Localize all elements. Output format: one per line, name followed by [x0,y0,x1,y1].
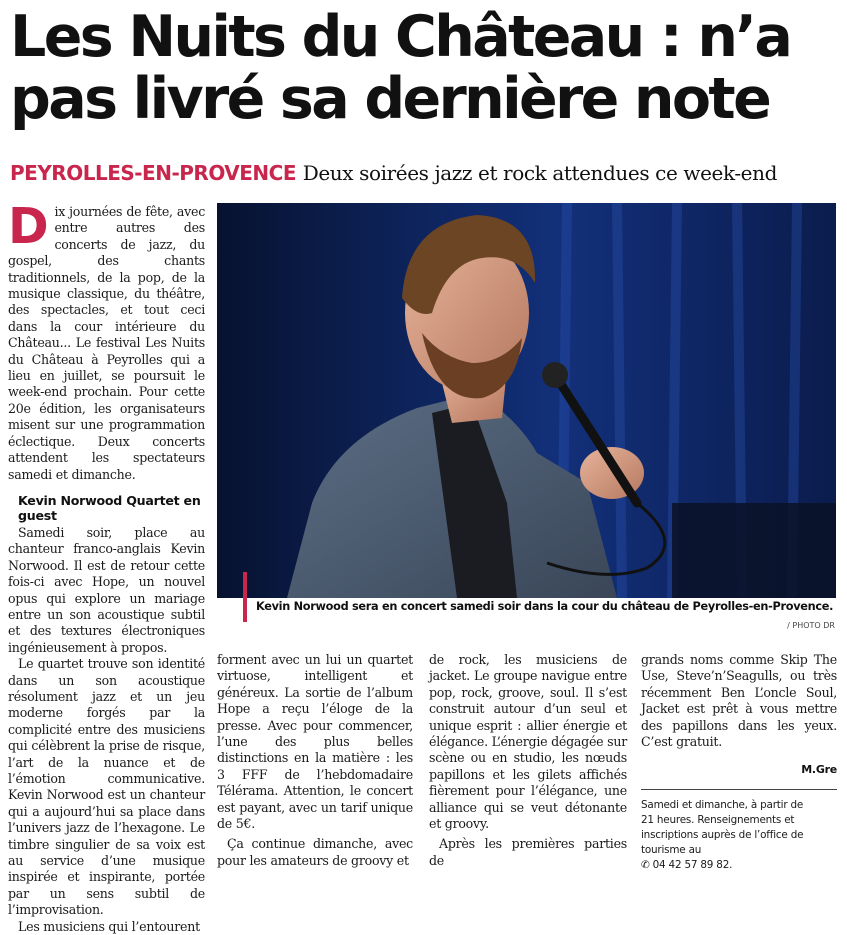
paragraph: Après les premières parties de [429,836,627,868]
info-line: 21 heures. Renseignements et inscriptions auprès de l’office de tourisme au [641,813,804,856]
concert-photo [217,203,836,598]
kicker: Deux soirées jazz et rock attendues ce week-end [302,161,777,185]
info-divider [641,789,837,790]
drop-cap: D [8,198,49,255]
article-column-4 [641,652,837,873]
info-phone [641,858,837,873]
paragraph: Ça continue dimanche, avec pour les amateurs de groovy et [217,836,413,868]
paragraph: forment avec un lui un quartet virtuose, intelligent et généreux. La sortie de l’album Hope a reçu l’éloge de la presse. Avec pour commencer, l’une des plus belles distinctions en la matière : les 3 FFF de l’hebdomadaire Télérama. Attention, le concert est payant, avec un tarif unique de 5€. [217,652,413,832]
headline [10,6,840,130]
headline-line-1: Les Nuits du Château : n’a [10,4,791,70]
caption-accent-bar [243,572,247,622]
paragraph: de rock, les musiciens de jacket. Le groupe navigue entre pop, rock, groove, soul. Il s’est construit autour d’un seul et unique esprit : allier énergie et élégance. L’énergie dégagée sur scène ou en studio, les nœuds papillons et les gilets affichés fièrement pour l’élégance, une alliance qui se veut détonante et groovy. [429,652,627,832]
paragraph: Les musiciens qui l’entourent [18,918,200,934]
paragraph: grands noms comme Skip The Use, Steve’n’Seagulls, ou très récemment Ben L’oncle Soul, Jacket est prêt à vous mettre des papillons dans les yeux. C’est gratuit. [641,652,837,750]
paragraph: Le quartet trouve son identité dans un son acoustique résolument jazz et un jeu moderne forgés par la complicité entre des musiciens qui célèbrent la prise de risque, l’art de la nuance et de l’émotion communicative. Kevin Norwood est un chanteur qui a aujourd’hui sa place dans l’univers jazz de l’hexagone. Le timbre singulier de sa voix est au service d’une musique inspirée et inspirante, portée par un sens subtil de l’improvisation. [8,656,205,918]
location-label: PEYROLLES-EN-PROVENCE [10,161,297,185]
singer-illustration [217,203,836,598]
article-column-3 [429,652,627,869]
phone-icon: ✆ [641,858,653,871]
practical-info [641,798,837,873]
article-column-2 [217,652,413,869]
article-column-1 [8,198,205,935]
subhead [10,160,840,186]
headline-line-2: pas livré sa dernière note [10,66,770,132]
photo-caption: Kevin Norwood sera en concert samedi soir dans la cour du château de Peyrolles-en-Provence. [256,600,834,613]
intertitle: Kevin Norwood Quartet en guest [18,492,201,523]
info-line: Samedi et dimanche, à partir de [641,798,804,811]
phone-number: 04 42 57 89 82. [652,858,733,871]
paragraph-intro: ix journées de fête, avec entre autres des concerts de jazz, du gospel, des chants traditionnels, de la pop, de la musique classique, du théâtre, des spectacles, et tout ceci dans la cour intérieure du Château... Le festival Les Nuits du Château à Peyrolles qui a lieu en juillet, se poursuit le week-end prochain. Pour cette 20e édition, les organisateurs misent sur une programmation éclectique. Deux concerts attendent les spectateurs samedi et dimanche. [8,204,205,482]
author-signature: M.Gre [801,763,837,777]
photo-credit: / PHOTO DR [787,621,835,630]
paragraph: Samedi soir, place au chanteur franco-anglais Kevin Norwood. Il est de retour cette fois-ci avec Hope, un nouvel opus qui explore un mariage entre un son acoustique subtil et des textures électroniques ingénieusement à propos. [8,524,205,655]
